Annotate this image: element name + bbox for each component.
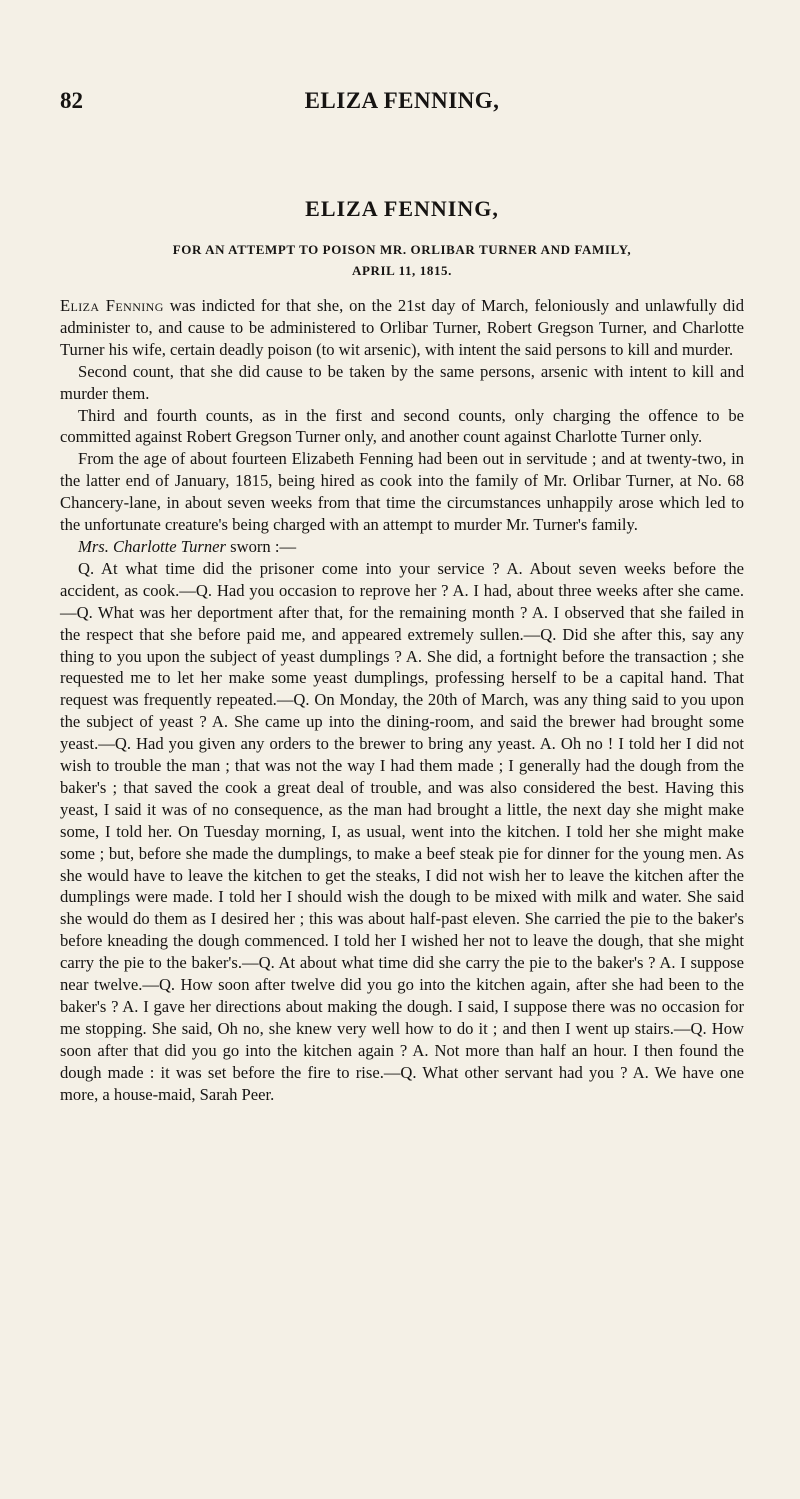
- testimony-paragraph: Q. At what time did the prisoner come into your service ? A. About seven weeks before the accident, as cook.—Q. Had you occasion to reprove her ? A. I had, about three weeks after she came.—Q. What was her deportment after that, for the remaining month ? A. I observed that she failed in the respect that she before paid me, and appeared extremely sullen.—Q. Did she after this, say any thing to you upon the subject of yeast dumplings ? A. She did, a fortnight before the transaction ; she requested me to let her make some yeast dumplings, professing herself to be a capital hand. That request was frequently repeated.—Q. On Monday, the 20th of March, was any thing said to you upon the subject of yeast ? A. She came up into the dining-room, and said the brewer had brought some yeast.—Q. Had you given any orders to the brewer to bring any yeast. A. Oh no ! I told her I did not wish to trouble the man ; that was not the way I had them made ; I generally had the dough from the baker's ; that saved the cook a great deal of trouble, and was also considered the best. Having this yeast, I said it was of no consequence, as the man had brought a little, the next day she might make some, I told her. On Tuesday morning, I, as usual, went into the kitchen. I told her she might make some ; but, before she made the dumplings, to make a beef steak pie for dinner for the young men. As she would have to leave the kitchen to get the steaks, I did not wish her to leave the kitchen after the dumplings were made. I told her I should wish the dough to be mixed with milk and water. She said she would do them as I desired her ; this was about half-past eleven. She carried the pie to the baker's before kneading the dough commenced. I told her I wished her not to leave the dough, that she might carry the pie to the baker's.—Q. At about what time did she carry the pie to the baker's ? A. I suppose near twelve.—Q. How soon after twelve did you go into the kitchen again, after she had been to the baker's ? A. I gave her directions about making the dough. I said, I suppose there was no occasion for me stopping. She said, Oh no, she knew very well how to do it ; and then I went up stairs.—Q. How soon after that did you go into the kitchen again ? A. Not more than half an hour. I then found the dough made : it was set before the fire to rise.—Q. What other servant had you ? A. We have one more, a house-maid, Sarah Peer.: [60, 558, 744, 1104]
- indictment-text: was indicted for that she, on the 21st day of March, feloniously and unlawfully did administer to, and cause to be administered to Orlibar Turner, Robert Gregson Turner, and Charlotte Turner his wife, certain deadly poison (to wit arsenic), with intent the said persons to kill and murder.: [60, 296, 744, 359]
- witness-paragraph: [60, 536, 744, 558]
- article-body: [60, 196, 744, 1106]
- witness-sworn: sworn :—: [225, 536, 297, 556]
- indictment-paragraph: [60, 295, 744, 361]
- section-title: ELIZA FENNING,: [305, 196, 499, 221]
- section-subtitle: [60, 239, 744, 281]
- subtitle-line: FOR AN ATTEMPT TO POISON MR. ORLIBAR TURNER AND FAMILY,: [172, 242, 632, 257]
- third-count-paragraph: Third and fourth counts, as in the first and second counts, only charging the offence to be committed against Robert Gregson Turner only, and another count against Charlotte Turner only.: [60, 405, 744, 447]
- second-count-paragraph: Second count, that she did cause to be taken by the same persons, arsenic with intent to kill and murder them.: [60, 361, 744, 403]
- witness-name: Mrs. Charlotte Turner: [78, 536, 226, 556]
- subtitle-date: APRIL 11, 1815.: [351, 263, 452, 278]
- running-head: [60, 88, 744, 118]
- running-title: ELIZA FENNING,: [304, 88, 500, 113]
- background-paragraph: From the age of about fourteen Elizabeth Fenning had been out in servitude ; and at twenty-two, in the latter end of January, 1815, being hired as cook into the family of Mr. Orlibar Turner, at No. 68 Chancery-lane, in about seven weeks from that time the circumstances unhappily arose which led to the unfortunate creature's being charged with an attempt to murder Mr. Turner's family.: [60, 449, 744, 535]
- page-number: 82: [60, 88, 83, 113]
- defendant-name: Eliza Fenning: [60, 296, 164, 315]
